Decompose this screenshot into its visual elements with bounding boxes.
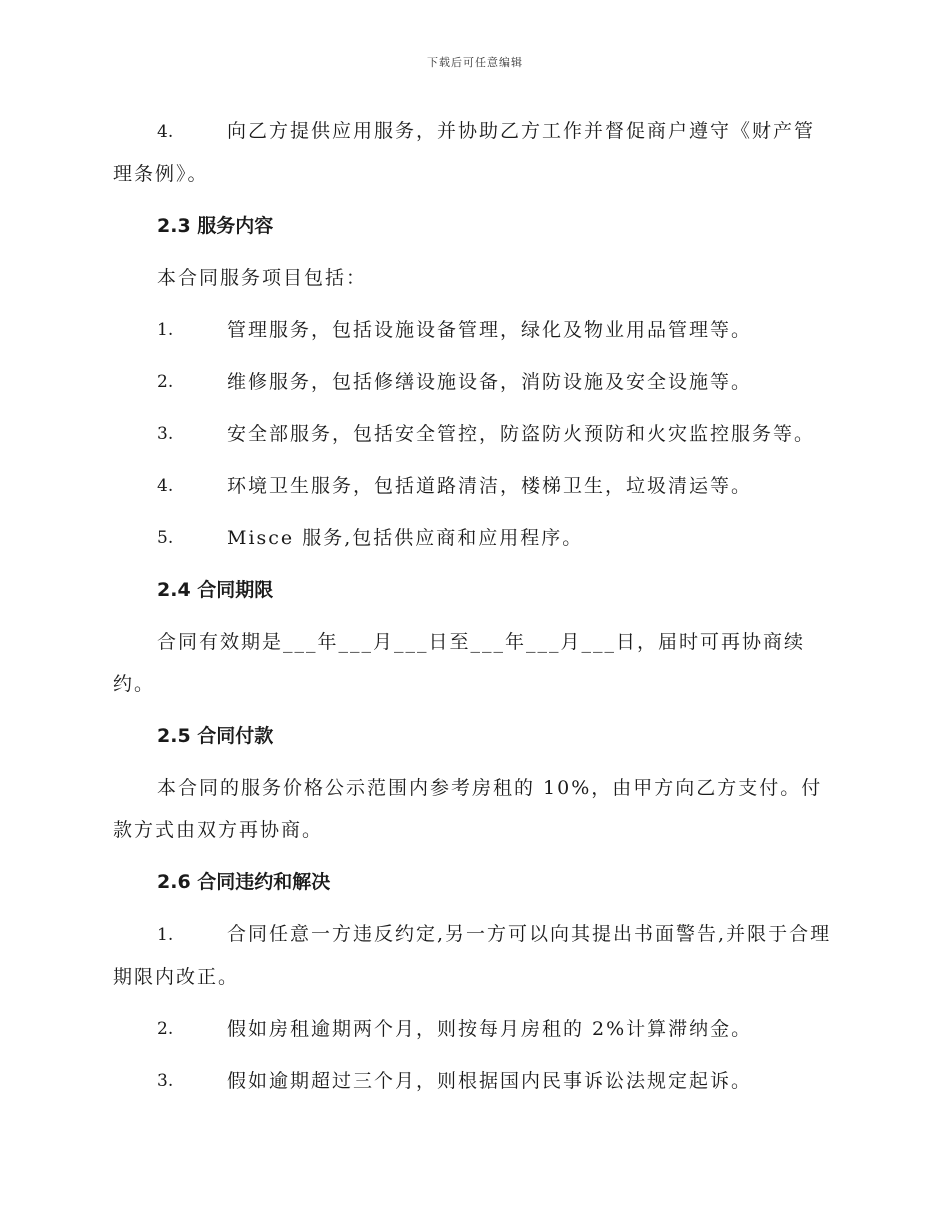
list-number: 2. [157, 372, 174, 392]
list-text: 维修服务，包括修缮设施设备，消防设施及安全设施等。 [227, 371, 753, 393]
list-number: 4. [157, 476, 174, 496]
list-number: 4. [157, 122, 174, 142]
list-item [113, 517, 833, 559]
list-text: 假如逾期超过三个月，则根据国内民事诉讼法规定起诉。 [227, 1070, 753, 1092]
list-text: 向乙方提供应用服务，并协助乙方工作并督促商户遵守《财产管理条例》。 [113, 120, 816, 185]
list-item [113, 309, 833, 351]
list-item [113, 413, 833, 455]
section-heading-2-6: 2.6 合同违约和解决 [157, 871, 331, 893]
list-number: 5. [157, 528, 174, 548]
list-number: 2. [157, 1019, 174, 1039]
list-item [113, 1060, 833, 1102]
list-text: 假如房租逾期两个月，则按每月房租的 2%计算滞纳金。 [227, 1018, 753, 1040]
list-number: 3. [157, 1071, 174, 1091]
section-intro: 本合同服务项目包括： [157, 267, 368, 289]
header-note: 下载后可任意编辑 [427, 56, 523, 69]
section-heading-2-3: 2.3 服务内容 [157, 215, 274, 237]
list-text: 合同任意一方违反约定,另一方可以向其提出书面警告,并限于合理期限内改正。 [113, 923, 832, 988]
section-text: 合同有效期是___年___月___日至___年___月___日，届时可再协商续约。 [113, 631, 806, 695]
list-text: 安全部服务，包括安全管控，防盗防火预防和火灾监控服务等。 [227, 423, 816, 445]
section-heading-2-4: 2.4 合同期限 [157, 579, 274, 601]
list-number: 1. [157, 320, 174, 340]
section-heading-2-5: 2.5 合同付款 [157, 725, 274, 747]
list-item [113, 1008, 833, 1050]
list-item [113, 465, 833, 507]
section-text: 本合同的服务价格公示范围内参考房租的 10%，由甲方向乙方支付。付款方式由双方再协商。 [113, 777, 823, 841]
list-item [113, 913, 833, 998]
document-body [113, 110, 833, 1102]
list-number: 3. [157, 424, 174, 444]
list-item [113, 110, 833, 195]
list-text: 环境卫生服务，包括道路清洁，楼梯卫生，垃圾清运等。 [227, 475, 753, 497]
list-number: 1. [157, 925, 174, 945]
list-text: Misce 服务,包括供应商和应用程序。 [227, 527, 584, 549]
list-text: 管理服务，包括设施设备管理，绿化及物业用品管理等。 [227, 319, 753, 341]
list-item [113, 361, 833, 403]
